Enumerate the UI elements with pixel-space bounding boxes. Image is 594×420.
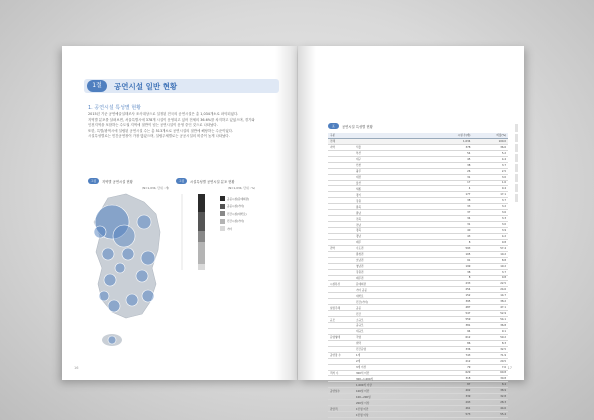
table-cell: 2개 [354, 358, 428, 364]
table-cell: 45 [428, 156, 472, 162]
table-cell: 152 [428, 293, 472, 299]
table-cell: 문예회관 [354, 281, 428, 287]
table-cell: 전남 [354, 222, 428, 228]
bubble-incheon [94, 226, 106, 238]
bubble-gwangju [99, 291, 109, 301]
table-cell: 충남 [354, 210, 428, 216]
table-cell: 52.9 [472, 311, 508, 317]
table-cell: 10.2 [472, 251, 508, 257]
table-cell: 9.1 [472, 328, 508, 334]
table-cell: 36.8 [472, 323, 508, 329]
right-page [298, 46, 524, 417]
paragraph: 지역별 분포를 살펴보면, 서울특별시에 378개 시설이 운영되고 있어 전체의 36.6%를 차지하고 있었으며, 경기와 [88, 117, 255, 122]
table-cell: 87 [428, 382, 472, 388]
table-cell: 4.2 [472, 233, 508, 239]
table-cell: 경기 [354, 192, 428, 198]
table-cell: 91 [428, 257, 472, 263]
table-cell: 1만명 이상 [354, 412, 428, 418]
table-cell: 57.4 [472, 245, 508, 251]
table-cell: 17 [428, 180, 472, 186]
bubble-gyeongnam [126, 294, 138, 306]
table-cell: 경남 [354, 233, 428, 239]
bubble-daegu [136, 270, 148, 282]
table-cell: 59.2 [472, 334, 508, 340]
table-cell: 부산 [354, 150, 428, 156]
table-cell: 100~200일 [354, 394, 428, 400]
table-cell: 38.9 [472, 388, 508, 394]
table-title: 공연시설 특성별 현황 [342, 125, 373, 129]
table-cell: 운영형태 [328, 334, 354, 340]
bubble-jeju [108, 336, 116, 344]
paragraph: 인천지역을 포함하는 수도권 지역에 절반이 넘는 공연시설이 운영 중인 것으로 나타났다. [88, 123, 218, 128]
bubble-gyeonggi [113, 225, 135, 247]
table-cell: 378 [428, 144, 472, 150]
table-cell: 3.7 [472, 162, 508, 168]
paragraph: 2015년 기준 공연예술실태조사 조사대상으로 설정된 전국의 공연시설은 총 1,034개소로 파악되었다. [88, 112, 239, 116]
legend-item: 공공시설(기타) [220, 204, 249, 209]
table-cell: 2.5 [472, 168, 508, 174]
bar-segment [198, 264, 205, 270]
section-number-chip: 1절 [87, 80, 107, 92]
table-cell: 1,034 [428, 138, 472, 144]
table-cell: 32.8 [472, 394, 508, 400]
table-cell: 547 [428, 311, 472, 317]
table-cell: 593 [428, 245, 472, 251]
bar-segment [198, 194, 205, 212]
table-cell: 인천 [354, 162, 428, 168]
table-cell: 충청권 [354, 251, 428, 257]
table-cell: 대학로 [354, 293, 428, 299]
legend-item: 기타 [220, 226, 249, 231]
table-cell: 318 [428, 376, 472, 382]
table-cell: 대전 [354, 174, 428, 180]
left-page-gutter-shadow [275, 46, 297, 380]
table-cell: 22.5 [472, 281, 508, 287]
table-cell: 94 [428, 328, 472, 334]
table-cell: 38 [428, 198, 472, 204]
table-cell: 54 [428, 150, 472, 156]
table-chip: 표 [328, 123, 339, 129]
left-page [62, 46, 297, 380]
table-cell: 지역 [328, 144, 354, 150]
table-cell: 1만명 미만 [354, 406, 428, 412]
table-cell: 호남권 [354, 257, 428, 263]
table-cell: 3.3 [472, 216, 508, 222]
table-cell: 0.8 [472, 275, 508, 281]
table-cell: 743 [428, 352, 472, 358]
table-cell: 울산 [354, 180, 428, 186]
table-cell: 3.6 [472, 210, 508, 216]
table-cell: 중규모 [354, 323, 428, 329]
table-cell: 43 [428, 233, 472, 239]
table-cell: 권역 [328, 245, 354, 251]
table-cell: 54.1 [472, 317, 508, 323]
right-page-number: 17 [507, 366, 512, 370]
table-cell: 제주 [354, 239, 428, 245]
table-cell: 대규모 [354, 328, 428, 334]
paragraph: 또한, 특별/광역시에 설립된 공연시설 수는 총 513개소로 공연시설의 절반에 해당하는 수준이었다. [88, 128, 234, 133]
legend-item: 공공시설(문예회관) [220, 196, 249, 201]
figure-b-unit: (N=1,034, 단위 : %) [228, 186, 256, 190]
table-cell: 5.2 [472, 150, 508, 156]
table-cell: 4.4 [472, 156, 508, 162]
table-cell: 충북 [354, 204, 428, 210]
table-cell: 8.8 [472, 257, 508, 263]
table-cell: 254 [428, 287, 472, 293]
bubble-gangwon [137, 215, 151, 229]
table-cell: 100일 미만 [354, 388, 428, 394]
table-cell: 경북 [354, 228, 428, 234]
table-cell: 광주 [354, 168, 428, 174]
table-cell: 100.0 [472, 138, 508, 144]
table-cell: 31 [428, 174, 472, 180]
table-cell: 민간 [354, 311, 428, 317]
table-row [328, 412, 508, 418]
legend-item: 민간시설(대학로) [220, 211, 249, 216]
table-cell: 7.6 [472, 364, 508, 370]
table-cell: 402 [428, 388, 472, 394]
table-cell: 105 [428, 251, 472, 257]
paragraph: 시설특성별로는 민간공연장이 가장 많았으며, 설립주체별로는 공공시설의 비중이 높게 나타났다. [88, 134, 230, 139]
table-cell: 규모 [328, 317, 354, 323]
column-header: 비율(%) [472, 133, 508, 138]
table-cell: 3.0 [472, 174, 508, 180]
table-cell: 전체 [328, 138, 354, 144]
table-cell: 19.2 [472, 263, 508, 269]
stacked-bar-legend [220, 196, 249, 234]
legend-item: 민간시설(기타) [220, 219, 249, 224]
table-cell: 전북 [354, 216, 428, 222]
table-cell: 30.8 [472, 376, 508, 382]
table-cell: 3.2 [472, 204, 508, 210]
table-cell: 300~1,000석 [354, 376, 428, 382]
table-cell: 소규모 [354, 317, 428, 323]
facility-type-stacked-bar [178, 192, 218, 272]
table-cell: 3.9 [472, 228, 508, 234]
table-cell: 8 [428, 239, 472, 245]
table-cell: 3.7 [472, 269, 508, 275]
table-cell: 300석 미만 [354, 370, 428, 376]
table-cell: 26 [428, 168, 472, 174]
table-cell: 38.2 [472, 299, 508, 305]
table-cell: 86 [428, 340, 472, 346]
table-cell: 612 [428, 334, 472, 340]
table-cell: 31 [428, 222, 472, 228]
column-header: 시설 수(개) [428, 133, 472, 138]
table-cell: 영남권 [354, 263, 428, 269]
body-paragraphs [88, 112, 278, 140]
table-cell: 제주권 [354, 275, 428, 281]
figure-b-title: 시설특성별 공연시설 분포 현황 [190, 180, 235, 184]
table-cell: 339 [428, 394, 472, 400]
table-cell: 0.8 [472, 239, 508, 245]
table-cell: 199 [428, 263, 472, 269]
table-cell: 공연일수 [328, 388, 354, 394]
table-cell: 32.5 [472, 346, 508, 352]
table-cell: 36.6 [472, 144, 508, 150]
table-cell: 28.3 [472, 400, 508, 406]
table-cell: 44.6 [472, 406, 508, 412]
table-cell: 47.1 [472, 305, 508, 311]
table-cell: 4 [428, 186, 472, 192]
table-cell: 8.4 [472, 382, 508, 388]
table-cell [328, 412, 354, 418]
figure-a-title: 지역별 공연시설 현황 [102, 180, 133, 184]
korea-bubble-map [86, 192, 176, 352]
bubble-busan [142, 290, 154, 302]
side-index-tabs [515, 124, 518, 204]
table-cell: 1.6 [472, 180, 508, 186]
table-cell: 객석 수 [328, 370, 354, 376]
figure-a-unit: (N=1,034, 단위 : 개) [142, 186, 170, 190]
figure-a-chip: 그림 [88, 178, 99, 184]
table-cell: 461 [428, 406, 472, 412]
subsection-title: 1. 공연시설 특성별 현황 [88, 105, 142, 111]
bubble-gyeongbuk [141, 251, 155, 265]
table-cell: 60.8 [472, 370, 508, 376]
bubble-daejeon [115, 263, 125, 273]
table-cell: 38 [428, 162, 472, 168]
table-cell: 233 [428, 281, 472, 287]
table-cell: 14.7 [472, 293, 508, 299]
table-cell: 서울 [354, 144, 428, 150]
table-cell: 71.9 [472, 352, 508, 358]
table-cell: 관람객 [328, 406, 354, 412]
bar-segment [198, 212, 205, 231]
right-page-gutter-shadow [298, 46, 316, 380]
column-header: 구분 [328, 133, 354, 138]
table-cell: 3.0 [472, 222, 508, 228]
table-cell: 34 [428, 216, 472, 222]
table-cell: 강원권 [354, 269, 428, 275]
table-cell: 24.6 [472, 287, 508, 293]
table-cell: 설립주체 [328, 305, 354, 311]
bubble-jeonnam [108, 300, 120, 312]
table-cell: 공공 [354, 305, 428, 311]
table-cell: 40 [428, 228, 472, 234]
table-cell: 민간운영 [354, 346, 428, 352]
table-cell: 79 [428, 364, 472, 370]
table-cell: 487 [428, 305, 472, 311]
table-cell: 대구 [354, 156, 428, 162]
table-cell: 1,000석 이상 [354, 382, 428, 388]
table-cell: 20.5 [472, 358, 508, 364]
table-cell: 200일 이상 [354, 400, 428, 406]
table-cell: 세종 [354, 186, 428, 192]
table-cell: 위탁 [354, 340, 428, 346]
table-cell: 공연장 수 [328, 352, 354, 358]
table-cell: 3.7 [472, 198, 508, 204]
table-cell: 직영 [354, 334, 428, 340]
table-cell: 559 [428, 317, 472, 323]
left-page-number: 16 [74, 366, 79, 370]
table-cell: 3개 이상 [354, 364, 428, 370]
table-cell: 177 [428, 192, 472, 198]
table-cell: 수도권 [354, 245, 428, 251]
bubble-chungnam [102, 248, 114, 260]
table-cell: 395 [428, 299, 472, 305]
table-cell: 1개 [354, 352, 428, 358]
section-title: 공연시설 일반 현황 [114, 82, 178, 91]
table-cell: 38 [428, 269, 472, 275]
table-cell: 381 [428, 323, 472, 329]
table-cell: 17.1 [472, 192, 508, 198]
table-cell: 573 [428, 412, 472, 418]
table-cell: 기타 공공 [354, 287, 428, 293]
table-cell: 8.3 [472, 340, 508, 346]
table-cell: 8 [428, 275, 472, 281]
table-cell: 212 [428, 358, 472, 364]
bar-segment [198, 231, 205, 242]
facility-stats-table [328, 133, 508, 418]
table-cell: 55.4 [472, 412, 508, 418]
figure-b-chip: 그림 [176, 178, 187, 184]
table-cell: 강원 [354, 198, 428, 204]
table-cell: 0.4 [472, 186, 508, 192]
table-cell: 37 [428, 210, 472, 216]
bubble-chungbuk [122, 248, 134, 260]
table-cell: 629 [428, 370, 472, 376]
table-cell: 민간(기타) [354, 299, 428, 305]
table-cell: 시설특성 [328, 281, 354, 287]
table-cell: 336 [428, 346, 472, 352]
table-cell: 293 [428, 400, 472, 406]
bar-segment [198, 242, 205, 264]
table-cell: 33 [428, 204, 472, 210]
bubble-jeonbuk [104, 274, 116, 286]
